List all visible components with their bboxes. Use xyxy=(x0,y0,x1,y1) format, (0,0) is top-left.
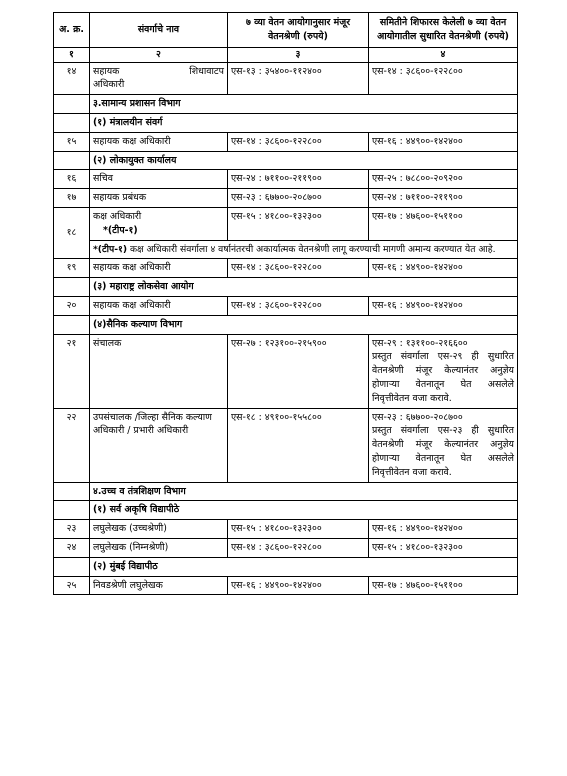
cadre-name: लघुलेखक (उच्चश्रेणी) xyxy=(90,520,228,539)
table-row xyxy=(54,576,518,595)
subsection-row xyxy=(54,113,518,132)
cadre-name: सहायक कक्ष अधिकारी xyxy=(90,132,228,151)
cadre-name: संचालक xyxy=(90,334,228,408)
header-row xyxy=(54,13,518,48)
recommended-scale xyxy=(369,334,518,408)
subsection-title: (४)सैनिक कल्याण विभाग xyxy=(90,315,518,334)
recommended-scale-value: एस-२९ : १३११००-२१६६०० xyxy=(372,337,468,349)
table-row xyxy=(54,408,518,482)
serial-no: १४ xyxy=(54,62,90,95)
serial-no: २५ xyxy=(54,576,90,595)
recommended-scale xyxy=(369,408,518,482)
subsection-row xyxy=(54,501,518,520)
serial-no: १५ xyxy=(54,132,90,151)
tip-reference: *(टीप-१) xyxy=(103,224,138,236)
recommended-scale-remark: प्रस्तुत संवर्गाला एस-२३ ही सुधारित वेतनश्रेणी मंजूर केल्यानंतर अनुज्ञेय होणाऱ्या वेतनातून घेत असलेले निवृत्तीवेतन वजा करावे. xyxy=(372,425,514,478)
pay-scale: एस-२७ : १२३१००-२१५९०० xyxy=(228,334,369,408)
table-row xyxy=(54,62,518,95)
table-row xyxy=(54,189,518,208)
serial-no: १७ xyxy=(54,189,90,208)
recommended-scale: एस-२५ : ७८८००-२०९२०० xyxy=(369,170,518,189)
header-7th-pay-scale: ७ व्या वेतन आयोगानुसार मंजूर वेतनश्रेणी (रुपये) xyxy=(228,13,369,48)
pay-scale: एस-१३ : ३५४००-११२४०० xyxy=(228,62,369,95)
recommended-scale: एस-२४ : ७११००-२११९०० xyxy=(369,189,518,208)
pay-scale-table xyxy=(53,12,518,595)
section-row xyxy=(54,482,518,501)
subsection-row xyxy=(54,315,518,334)
column-number-row xyxy=(54,47,518,62)
cadre-name: सचिव xyxy=(90,170,228,189)
recommended-scale-remark: प्रस्तुत संवर्गाला एस-२९ ही सुधारित वेतनश्रेणी मंजूर केल्यानंतर अनुज्ञेय होणाऱ्या वेतनातून घेत असलेले निवृत्तीवेतन वजा करावे. xyxy=(372,351,514,404)
cadre-name: निवडश्रेणी लघुलेखक xyxy=(90,576,228,595)
subsection-title: (१) सर्व अकृषि विद्यापीठे xyxy=(90,501,518,520)
section-title: ३.सामान्य प्रशासन विभाग xyxy=(90,95,518,114)
table-row xyxy=(54,259,518,278)
serial-no: २३ xyxy=(54,520,90,539)
recommended-scale: एस-१५ : ४१८००-१३२३०० xyxy=(369,538,518,557)
header-recommended-scale: समितीने शिफारस केलेली ७ व्या वेतन आयोगातील सुधारित वेतनश्रेणी (रुपये) xyxy=(369,13,518,48)
table-row xyxy=(54,538,518,557)
note-cell xyxy=(90,240,518,259)
pay-scale: एस-१८ : ४९१००-१५५८०० xyxy=(228,408,369,482)
pay-scale: एस-१६ : ४४९००-१४२४०० xyxy=(228,576,369,595)
serial-no: २१ xyxy=(54,334,90,408)
subsection-title: (१) मंत्रालयीन संवर्ग xyxy=(90,113,518,132)
pay-scale: एस-१४ : ३८६००-१२२८०० xyxy=(228,259,369,278)
cadre-name-line: सहायक शिधावाटप xyxy=(93,65,224,77)
pay-scale: एस-१४ : ३८६००-१२२८०० xyxy=(228,132,369,151)
recommended-scale: एस-१६ : ४४९००-१४२४०० xyxy=(369,296,518,315)
recommended-scale: एस-१७ : ४७६००-१५११०० xyxy=(369,207,518,240)
cadre-name: उपसंचालक /जिल्हा सैनिक कल्याण अधिकारी / प्रभारी अधिकारी xyxy=(90,408,228,482)
pay-scale: एस-२४ : ७११००-२११९०० xyxy=(228,170,369,189)
cadre-name: सहायक कक्ष अधिकारी xyxy=(90,296,228,315)
cadre-name-line: अधिकारी xyxy=(93,79,125,91)
col-number: ३ xyxy=(228,47,369,62)
serial-no: १६ xyxy=(54,170,90,189)
pay-scale: एस-२३ : ६७७००-२०८७०० xyxy=(228,189,369,208)
table-row xyxy=(54,207,518,240)
serial-no: २४ xyxy=(54,538,90,557)
subsection-title: (३) महाराष्ट्र लोकसेवा आयोग xyxy=(90,278,518,297)
recommended-scale-value: एस-२३ : ६७७००-२०८७०० xyxy=(372,411,463,423)
header-cadre-name: संवर्गाचे नाव xyxy=(90,13,228,48)
subsection-row xyxy=(54,557,518,576)
note-row xyxy=(54,240,518,259)
table-row xyxy=(54,334,518,408)
recommended-scale: एस-१६ : ४४९००-१४२४०० xyxy=(369,132,518,151)
section-title: ४.उच्च व तंत्रशिक्षण विभाग xyxy=(90,482,518,501)
cadre-name xyxy=(90,62,228,95)
header-serial: अ. क्र. xyxy=(54,13,90,48)
serial-no: १८ xyxy=(54,207,90,258)
note-text: कक्ष अधिकारी संवर्गाला ४ वर्षानंतरची अकार्यात्मक वेतनश्रेणी लागू करण्याची मागणी अमान्य करण्यात येत आहे. xyxy=(127,243,496,255)
recommended-scale: एस-१६ : ४४९००-१४२४०० xyxy=(369,259,518,278)
table-row xyxy=(54,296,518,315)
pay-scale: एस-१४ : ३८६००-१२२८०० xyxy=(228,296,369,315)
recommended-scale: एस-१६ : ४४९००-१४२४०० xyxy=(369,520,518,539)
section-row xyxy=(54,95,518,114)
col-number: ४ xyxy=(369,47,518,62)
serial-no: २० xyxy=(54,296,90,315)
serial-no: १९ xyxy=(54,259,90,278)
cadre-name-line: कक्ष अधिकारी xyxy=(93,210,142,222)
col-number: २ xyxy=(90,47,228,62)
subsection-row xyxy=(54,278,518,297)
table-row xyxy=(54,520,518,539)
serial-no: २२ xyxy=(54,408,90,482)
recommended-scale: एस-१४ : ३८६००-१२२८०० xyxy=(369,62,518,95)
cadre-name: लघुलेखक (निम्नश्रेणी) xyxy=(90,538,228,557)
table-row xyxy=(54,132,518,151)
subsection-row xyxy=(54,151,518,170)
subsection-title: (२) लोकायुक्त कार्यालय xyxy=(90,151,518,170)
pay-scale: एस-१५ : ४१८००-१३२३०० xyxy=(228,207,369,240)
cadre-name: सहायक प्रबंधक xyxy=(90,189,228,208)
cadre-name: सहायक कक्ष अधिकारी xyxy=(90,259,228,278)
cadre-name xyxy=(90,207,228,240)
table-row xyxy=(54,170,518,189)
pay-scale: एस-१५ : ४१८००-१३२३०० xyxy=(228,520,369,539)
subsection-title: (२) मुंबई विद्यापीठ xyxy=(90,557,518,576)
note-label: *(टीप-१) xyxy=(93,243,128,255)
pay-scale: एस-१४ : ३८६००-१२२८०० xyxy=(228,538,369,557)
col-number: १ xyxy=(54,47,90,62)
recommended-scale: एस-१७ : ४७६००-१५११०० xyxy=(369,576,518,595)
